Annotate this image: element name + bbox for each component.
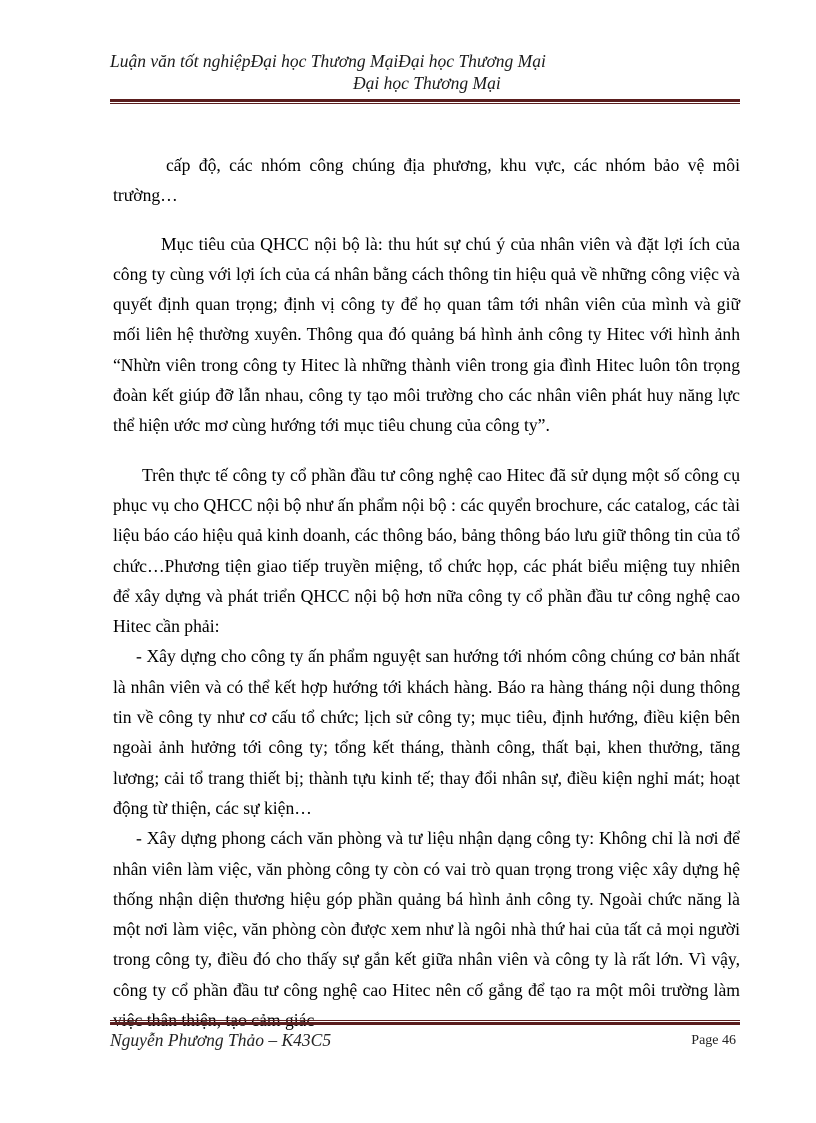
page-header	[110, 50, 740, 94]
header-divider	[110, 99, 740, 104]
list-item-office-style: - Xây dựng phong cách văn phòng và tư liệu nhận dạng công ty: Không chỉ là nơi để nhân viên làm việc, văn phòng công ty còn có vai trò quan trọng trong việc xây dựng hệ thống nhận diện thương hiệu góp phần quảng bá hình ảnh công ty. Ngoài chức năng là một nơi làm việc, văn phòng còn được xem như là ngôi nhà thứ hai của tất cả mọi người trong công ty, điều đó cho thấy sự gắn kết giữa nhân viên và công ty là rất lớn. Vì vậy, công ty cổ phần đầu tư công nghệ cao Hitec nên cố gắng để tạo ra một môi trường làm	[113, 828, 740, 1000]
header-title-line2: Đại học Thương Mại	[353, 73, 501, 93]
paragraph-continuation: cấp độ, các nhóm công chúng địa phương, khu vực, các nhóm bảo vệ môi trường…	[113, 155, 740, 206]
footer-author: Nguyễn Phương Thảo – K43C5	[110, 1030, 332, 1050]
page-number: Page 46	[691, 1033, 736, 1048]
paragraph-objectives: Mục tiêu của QHCC nội bộ là: thu hút sự chú ý của nhân viên và đặt lợi ích của công ty cùng với lợi ích của cá nhân bằng cách thông tin hiệu quả về những công việc và quyết định quan trọng; định vị công ty để họ quan tâm tới nhân viên của mình và giữ mối liên hệ thường xuyên. Thông qua đó quảng bá hình ảnh công ty Hitec với hình ảnh “Nhừn viên trong công ty Hitec là những thành viên trong gia đình Hitec luôn tôn trọng đoàn kết giúp đỡ lẫn nhau, công ty tạo môi trường cho các nhân viên phát huy năng lực thể hiện ước mơ cùng hướng tới mục tiêu chung của công ty”.	[113, 233, 740, 436]
footer-divider	[110, 1020, 740, 1025]
document-body	[113, 150, 740, 1035]
header-title-line1: Luận văn tốt nghiệpĐại học Thương MạiĐại học Thương Mại	[110, 51, 546, 71]
paragraph-current-tools: Trên thực tế công ty cổ phần đầu tư công nghệ cao Hitec đã sử dụng một số công cụ phục vụ cho QHCC nội bộ như ấn phẩm nội bộ : các quyển brochure, các catalog, các tài liệu báo cáo hiệu quả kinh doanh, các thông báo, bảng thông báo lưu giữ thông tin của tổ chức…Phương tiện giao tiếp truyền miệng, tổ chức họp, các phát biểu miệng tuy nhiên để xây dựng và phát triển QHCC nội bộ hơn nữa công ty cổ phần đầu tư công nghệ cao Hitec cần phải:	[113, 464, 740, 637]
list-item-newsletter: - Xây dựng cho công ty ấn phẩm nguyệt san hướng tới nhóm công chúng cơ bản nhất là nhân viên và có thể kết hợp hướng tới khách hàng. Báo ra hàng tháng nội dung thông tin về công ty như cơ cấu tổ chức; lịch sử công ty; mục tiêu, định hướng, điều kiện bên ngoài ảnh hưởng tới công ty; tổng kết tháng, thành công, thất bại, khen thưởng, tăng lương; cải tổ trang thiết bị; thành tựu kinh tế; thay đổi nhân sự, điều kiện nghỉ mát; hoạt động từ thiện, các sự kiện…	[113, 646, 740, 818]
